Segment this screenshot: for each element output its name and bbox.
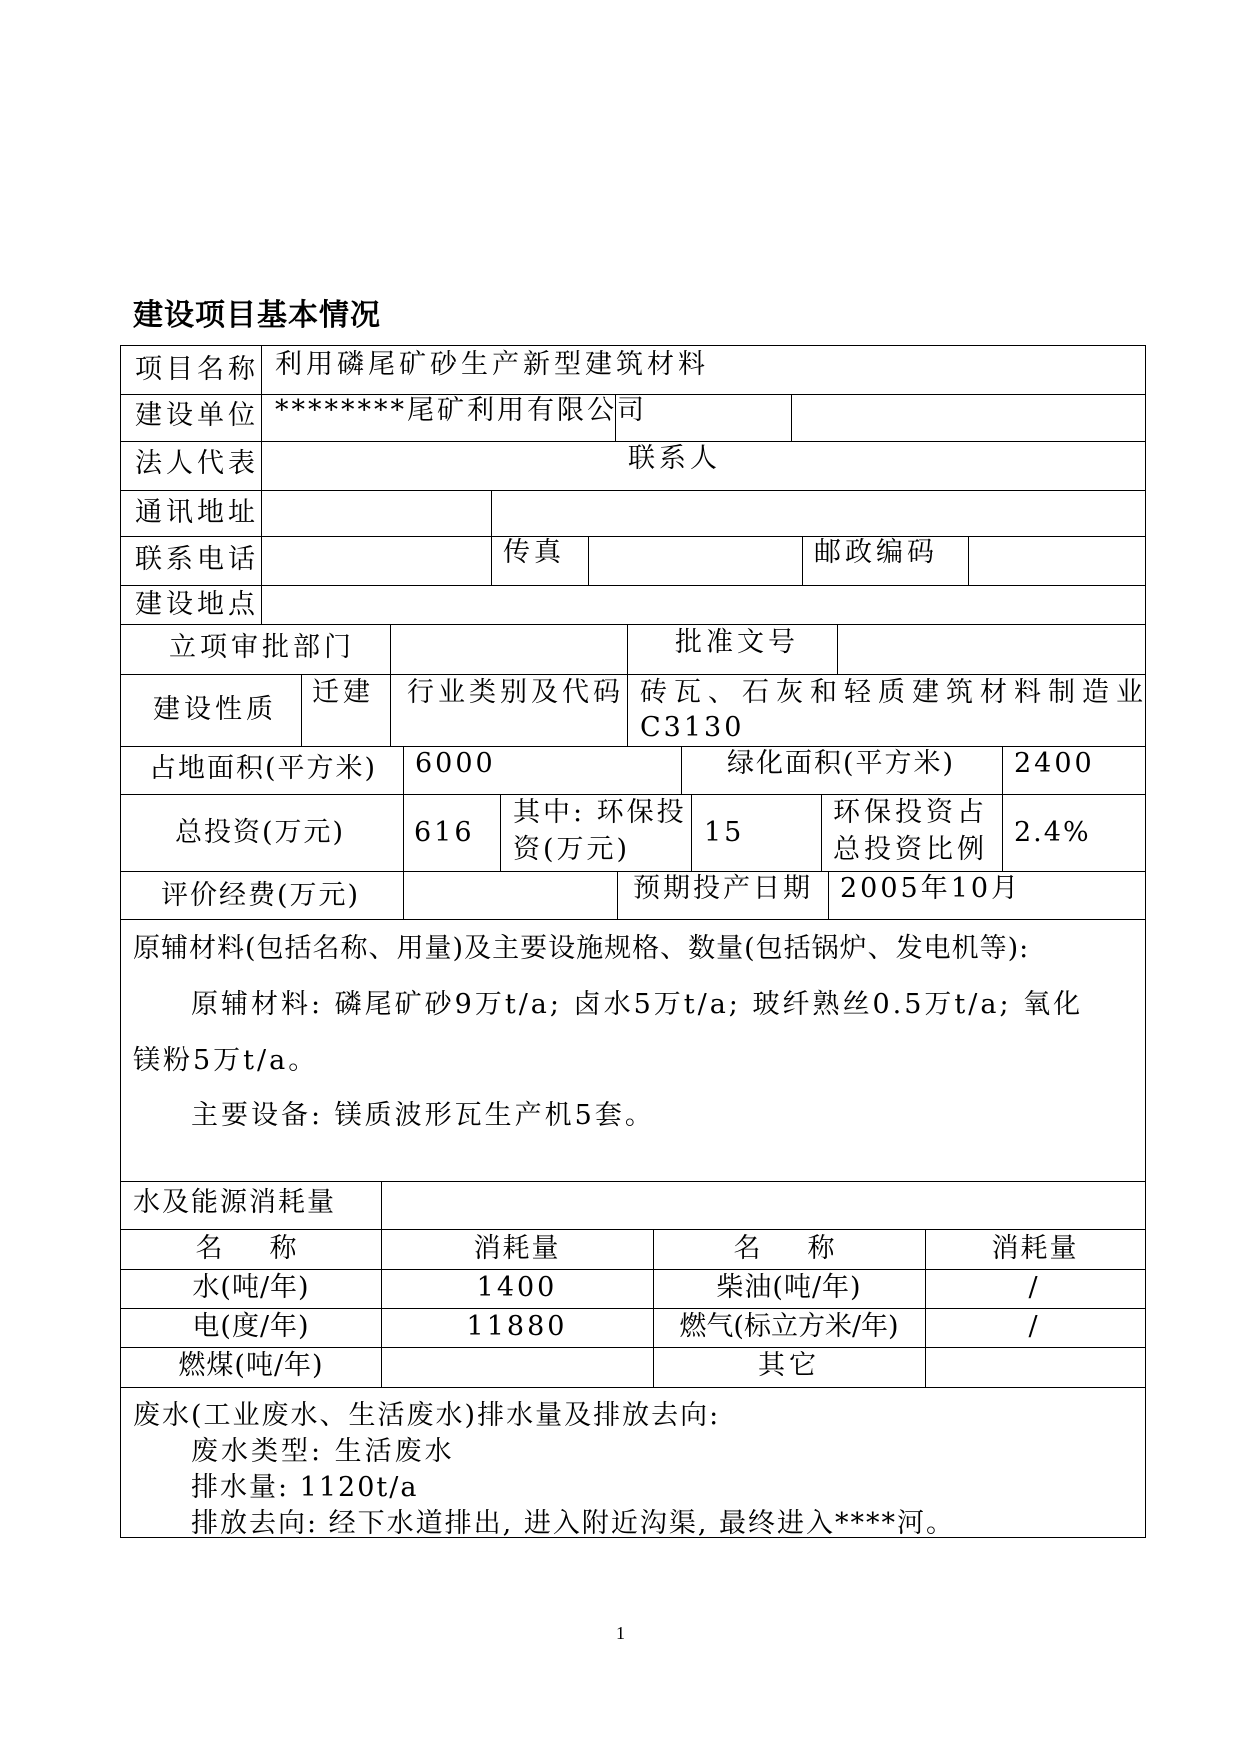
energy-col-name-2: 名 称 [733,1233,845,1264]
env-ratio-label-2: 总投资比例 [833,834,988,865]
production-date-value: 2005年10月 [840,873,1022,904]
industry-value-line1: 砖瓦、石灰和轻质建筑材料制造业 [640,677,1150,708]
energy-row-1-amount1: 1400 [476,1272,558,1303]
env-investment-label-1: 其中: 环保投 [513,797,687,828]
production-date-label: 预期投产日期 [633,873,813,904]
env-investment-label-2: 资(万元) [513,834,631,865]
builder-label: 建设单位 [135,400,259,431]
energy-label: 水及能源消耗量 [133,1187,336,1218]
project-info-table [120,345,1150,1539]
site-label: 建设地点 [135,589,259,620]
approval-no-label: 批准文号 [675,627,799,658]
project-name-label: 项目名称 [135,354,259,385]
materials-line2: 镁粉5万t/a。 [133,1045,319,1076]
eval-fee-label: 评价经费(万元) [161,880,361,911]
address-label: 通讯地址 [135,497,259,528]
energy-row-1-name1: 水(吨/年) [192,1272,310,1303]
industry-label: 行业类别及代码 [407,677,624,708]
energy-row-2-name2: 燃气(标立方米/年) [679,1311,899,1342]
energy-row-1-name2: 柴油(吨/年) [716,1272,862,1303]
energy-row-1-amount2: / [1028,1272,1042,1303]
energy-row-3-name2: 其它 [758,1350,820,1381]
materials-line1: 原辅材料: 磷尾矿砂9万t/a; 卤水5万t/a; 玻纤熟丝0.5万t/a; 氧化 [191,989,1084,1020]
investment-label: 总投资(万元) [175,817,346,848]
legal-rep-label: 法人代表 [135,448,259,479]
wastewater-line3: 排放去向: 经下水道排出, 进入附近沟渠, 最终进入****河。 [191,1508,956,1539]
wastewater-line1: 废水类型: 生活废水 [191,1436,455,1467]
phone-label: 联系电话 [135,544,259,575]
nature-value: 迁建 [312,677,374,708]
industry-value-line2: C3130 [640,712,745,743]
investment-value: 616 [414,817,475,848]
energy-col-amount-1: 消耗量 [473,1233,561,1264]
builder-value: ********尾矿利用有限公司 [275,395,647,426]
energy-row-2-amount1: 11880 [466,1311,568,1342]
wastewater-line2: 排水量: 1120t/a [191,1472,419,1503]
env-ratio-label-1: 环保投资占 [833,797,988,828]
page-number: 1 [616,1623,625,1643]
energy-row-3-name1: 燃煤(吨/年) [178,1350,324,1381]
approval-dept-label: 立项审批部门 [169,632,355,663]
nature-label: 建设性质 [153,694,277,725]
energy-row-2-amount2: / [1028,1311,1042,1342]
green-area-label: 绿化面积(平方米) [727,748,956,779]
materials-line3: 主要设备: 镁质波形瓦生产机5套。 [191,1100,655,1131]
postcode-label: 邮政编码 [814,537,938,568]
fax-label: 传真 [503,537,565,568]
green-area-value: 2400 [1014,748,1095,779]
energy-col-amount-2: 消耗量 [991,1233,1079,1264]
wastewater-heading: 废水(工业废水、生活废水)排水量及排放去向: [133,1400,721,1431]
area-value: 6000 [415,748,496,779]
page-title: 建设项目基本情况 [133,298,381,333]
area-label: 占地面积(平方米) [149,753,378,784]
energy-row-2-name1: 电(度/年) [192,1311,310,1342]
materials-heading: 原辅材料(包括名称、用量)及主要设施规格、数量(包括锅炉、发电机等): [133,933,1030,964]
contact-label: 联系人 [628,443,721,474]
env-investment-value: 15 [704,817,745,848]
env-ratio-value: 2.4% [1014,817,1091,848]
project-name-value: 利用磷尾矿砂生产新型建筑材料 [275,349,709,380]
energy-col-name-1: 名 称 [195,1233,307,1264]
